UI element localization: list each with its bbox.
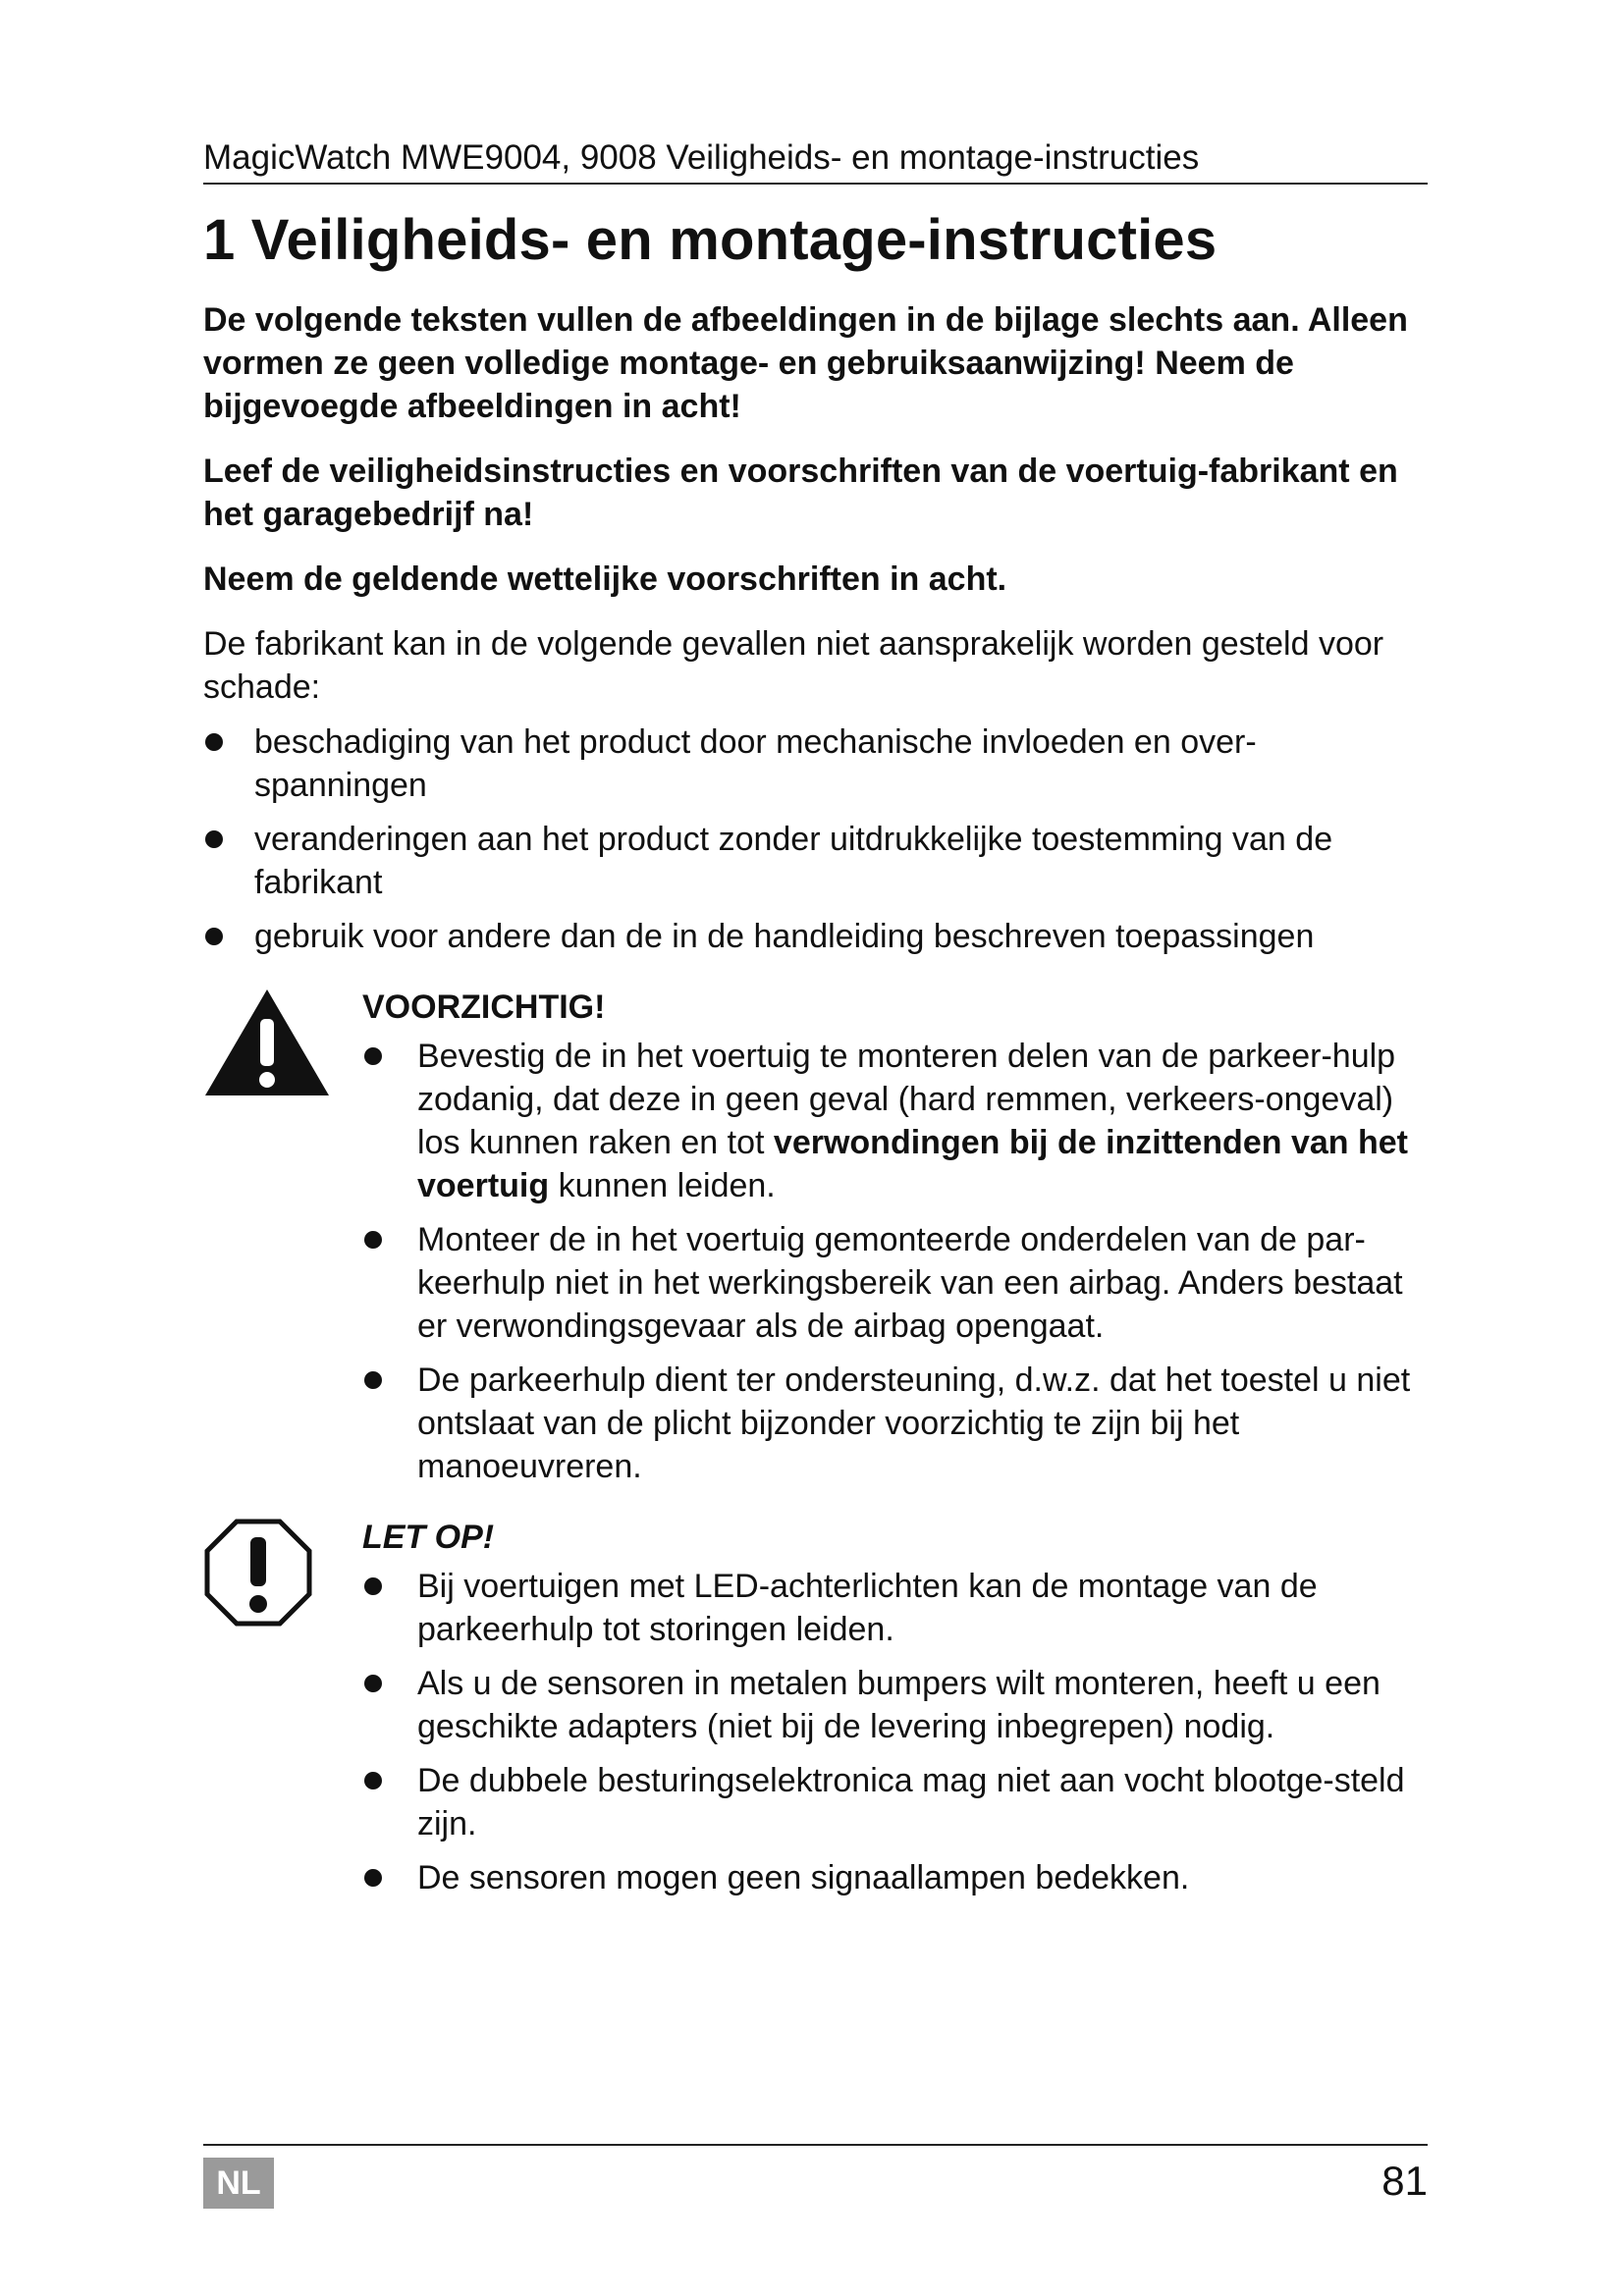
bullet-icon (364, 1772, 382, 1789)
list-item-text: veranderingen aan het product zonder uitdrukkelijke toestemming van de fabrikant (254, 821, 1333, 901)
footer-divider (203, 2144, 1428, 2146)
list-item (203, 818, 1428, 904)
list-item-text: Bij voertuigen met LED-achterlichten kan de montage van de parkeerhulp tot storingen leiden. (417, 1568, 1318, 1648)
running-header: MagicWatch MWE9004, 9008 Veiligheids- en montage-instructies (203, 137, 1428, 185)
bullet-icon (364, 1047, 382, 1065)
caution-heading: VOORZICHTIG! (362, 988, 606, 1026)
bullet-icon (205, 928, 223, 945)
intro-bold-paragraph: Leef de veiligheidsinstructies en voorschriften van de voertuig-fabrikant en het garagebedrijf na! (203, 453, 1398, 533)
page-number: 81 (1381, 2158, 1428, 2204)
note-block (203, 1516, 1428, 1899)
list-item (203, 721, 1428, 807)
bullet-icon (364, 1371, 382, 1389)
list-item (362, 1035, 1428, 1207)
language-badge: NL (203, 2158, 274, 2209)
list-item-text: gebruik voor andere dan de in de handleiding beschreven toepassingen (254, 918, 1315, 955)
warning-triangle-icon (203, 988, 331, 1102)
list-item-text: De parkeerhulp dient ter ondersteuning, d.w.z. dat het toestel u niet ontslaat van de plicht bijzonder voorzichtig te zijn bij het manoeuvreren. (417, 1362, 1411, 1485)
caution-item-text-end: kunnen leiden. (549, 1167, 776, 1204)
bullet-icon (205, 733, 223, 751)
caution-block (203, 986, 1428, 1488)
bullet-icon (364, 1869, 382, 1887)
list-item (362, 1218, 1428, 1348)
note-list (362, 1565, 1428, 1899)
list-item-text: Als u de sensoren in metalen bumpers wilt monteren, heeft u een geschikte adapters (niet bij de levering inbegrepen) nodig. (417, 1665, 1380, 1745)
list-item-text: De dubbele besturingselektronica mag niet aan vocht blootge-steld zijn. (417, 1762, 1405, 1842)
list-item (203, 915, 1428, 958)
caution-item-text-start: Bevestig de in het voertuig te monteren delen van de parkeer-hulp zodanig, dat deze in geen geval (hard remmen, verkeers-ongeval) los kunnen raken en tot (417, 1038, 1396, 1161)
caution-emphasis: verwondingen bij de inzittenden van het voertuig (417, 1124, 1408, 1204)
note-heading: LET OP! (362, 1519, 495, 1556)
liability-list (203, 721, 1428, 958)
list-item (362, 1662, 1428, 1748)
intro-bold-paragraph: Neem de geldende wettelijke voorschriften in acht. (203, 561, 1007, 598)
list-item (362, 1565, 1428, 1651)
bullet-icon (205, 830, 223, 848)
document-page (203, 0, 1428, 2296)
bullet-icon (364, 1231, 382, 1249)
bullet-icon (364, 1577, 382, 1595)
section-title: 1 Veiligheids- en montage-instructies (203, 208, 1218, 272)
list-item (362, 1856, 1428, 1899)
list-item (362, 1759, 1428, 1845)
list-item-text: De sensoren mogen geen signaallampen bedekken. (417, 1859, 1190, 1896)
caution-list (362, 1035, 1428, 1488)
list-item-text: Monteer de in het voertuig gemonteerde onderdelen van de par-keerhulp niet in het werkingsbereik van een airbag. Anders bestaat er verwondingsgevaar als de airbag opengaat. (417, 1221, 1403, 1345)
page-body (203, 298, 1428, 1910)
attention-octagon-icon (203, 1518, 313, 1632)
list-item (362, 1359, 1428, 1488)
list-item-text: beschadiging van het product door mechanische invloeden en over-spanningen (254, 723, 1257, 804)
intro-bold-paragraph: De volgende teksten vullen de afbeeldingen in de bijlage slechts aan. Alleen vormen ze geen volledige montage- en gebruiksaanwijzing! Neem de bijgevoegde afbeeldingen in acht! (203, 301, 1408, 425)
bullet-icon (364, 1675, 382, 1692)
liability-text: De fabrikant kan in de volgende gevallen niet aansprakelijk worden gesteld voor schade: (203, 625, 1384, 706)
